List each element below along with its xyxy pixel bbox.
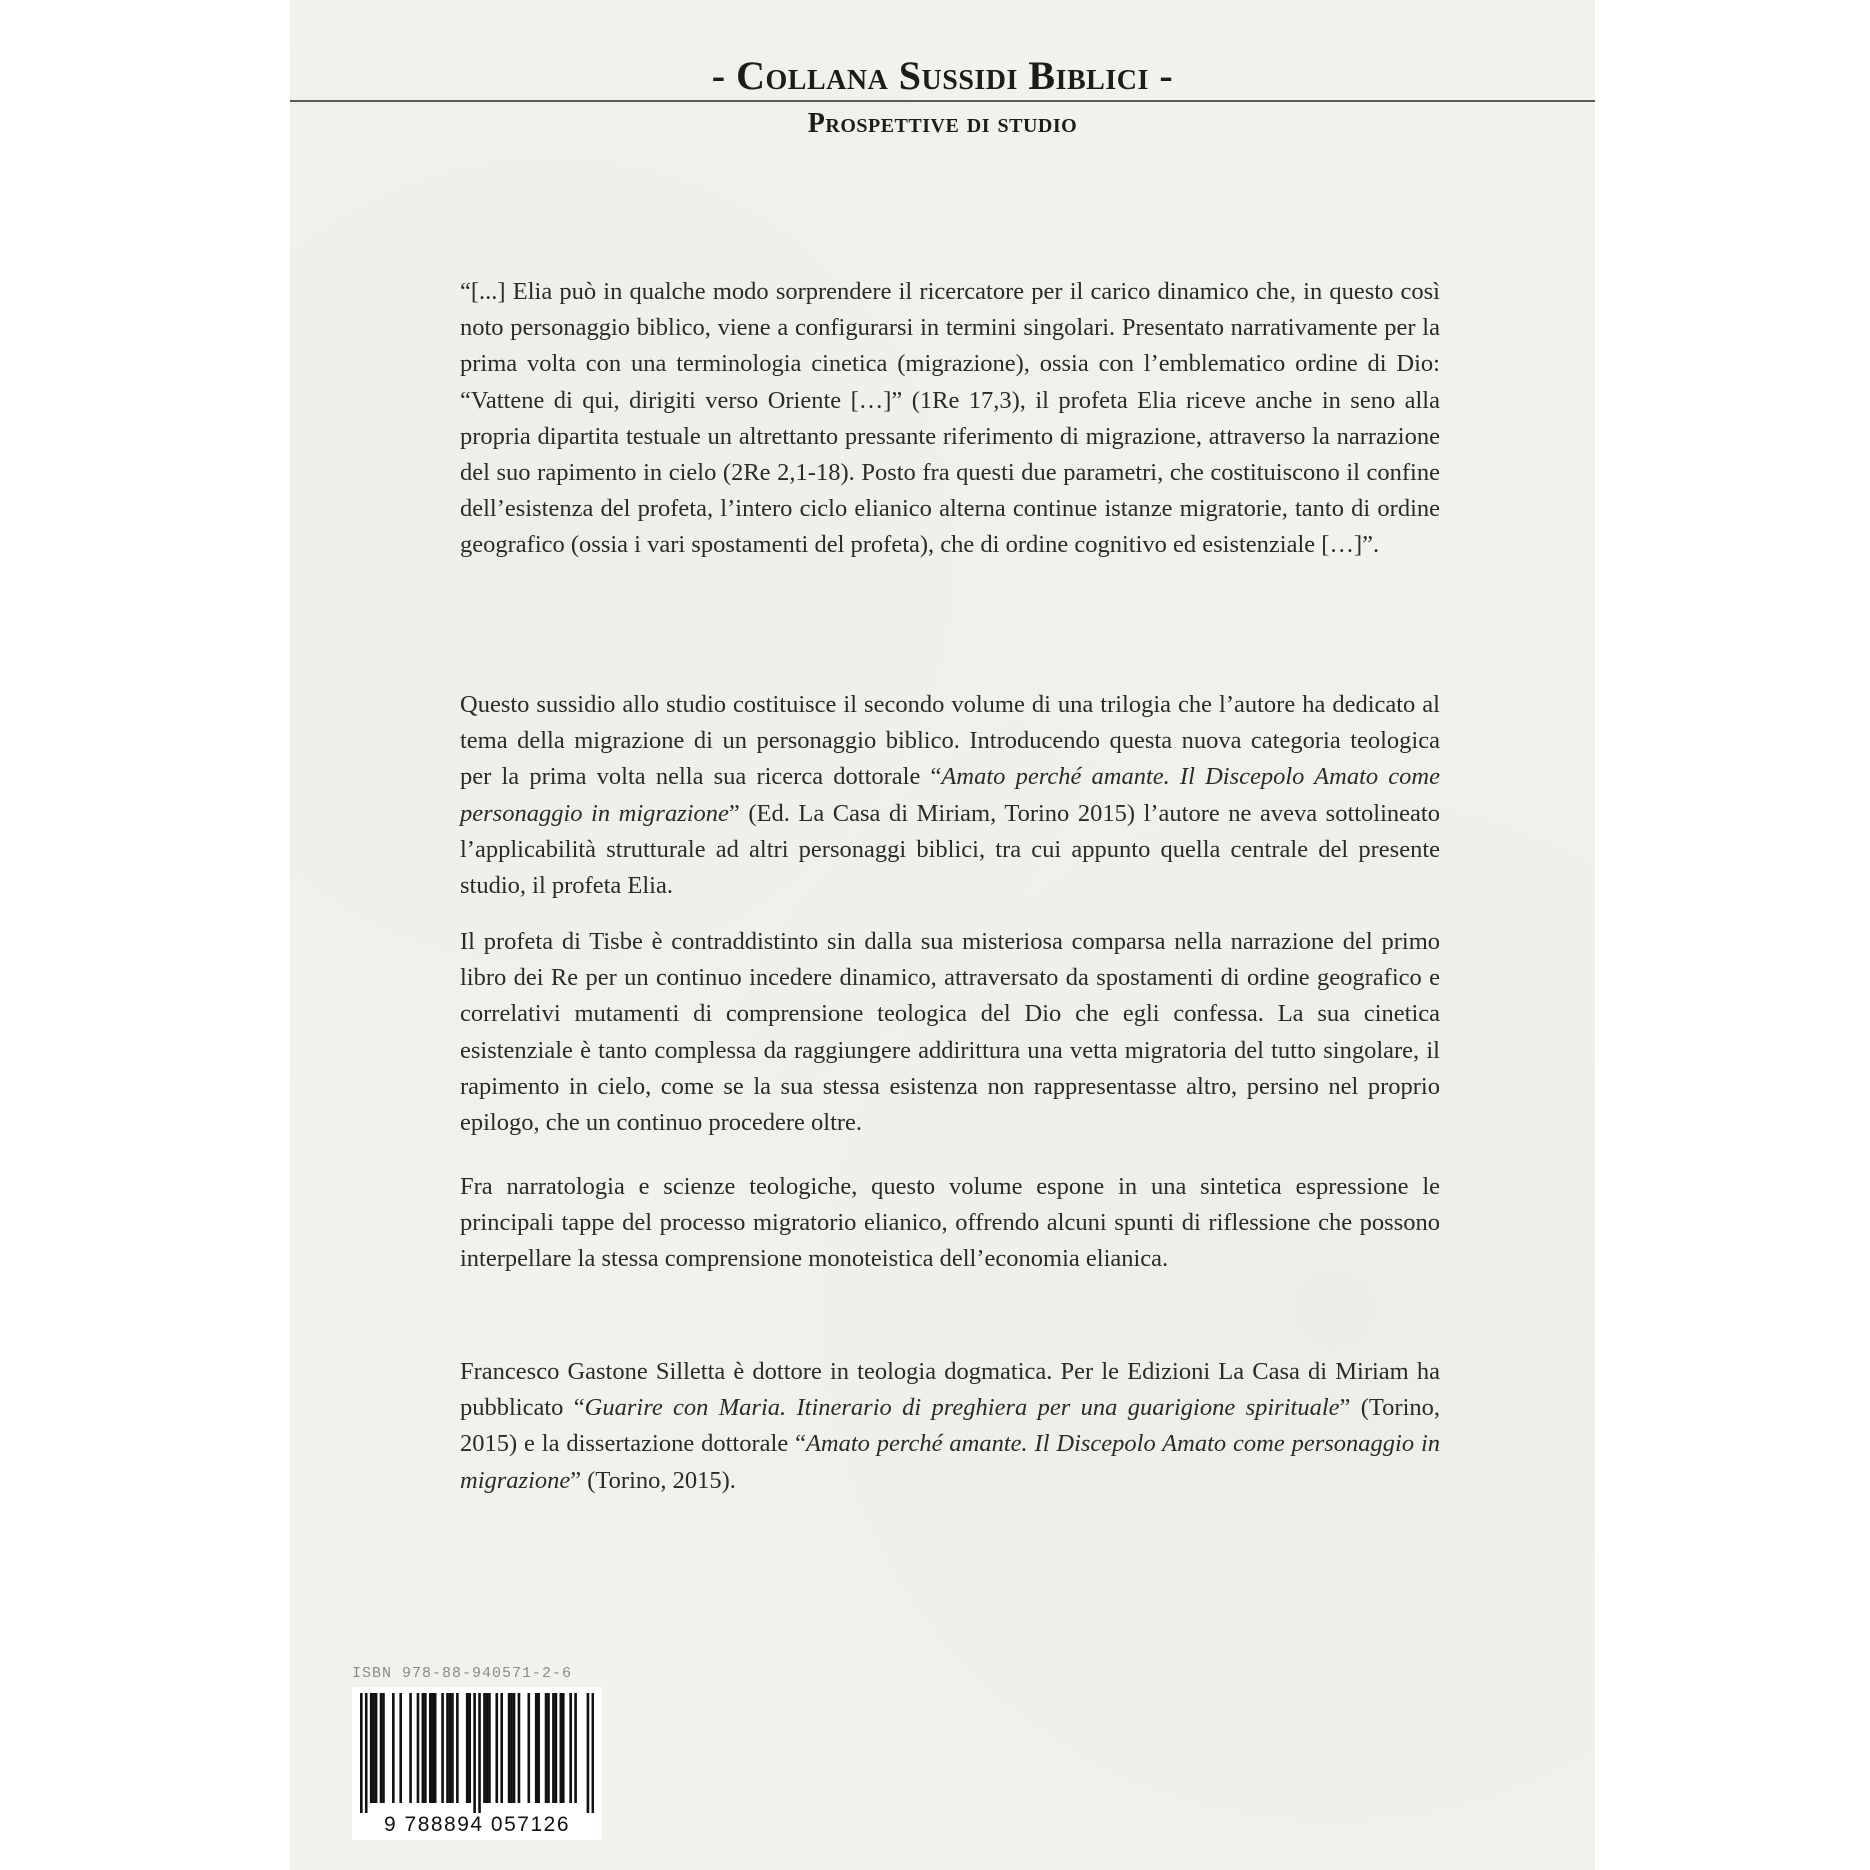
- barcode-bar: [587, 1693, 590, 1813]
- italic-title-text: Amato perché amante. Il Discepolo Amato come personaggio in migrazione: [460, 763, 1441, 827]
- barcode-bar: [372, 1693, 375, 1803]
- barcode-bar: [562, 1693, 565, 1803]
- series-title: - Collana Sussidi Biblici -: [711, 53, 1174, 98]
- barcode-bar: [409, 1693, 412, 1803]
- text-run: ” (Ed. La Casa di Miriam, Torino 2015) l’autore ne aveva sottolineato l’applicabilità strutturale ad altri personaggi biblici, tra cui appunto quella centrale del presente studio, il profeta Elia.: [460, 799, 1440, 900]
- barcode-bar: [495, 1693, 498, 1803]
- barcode-bar: [441, 1693, 444, 1803]
- quote-paragraph: [460, 274, 1440, 564]
- italic-title-text: Guarire con Maria. Itinerario di preghiera per una guarigione spirituale: [584, 1394, 1340, 1422]
- barcode-bar: [451, 1693, 454, 1803]
- text-run: Il profeta di Tisbe è contraddistinto sin dalla sua misteriosa comparsa nella narrazione del primo libro dei Re per un continuo incedere dinamico, attraversato da spostamenti di ordine geografico e correlativi mutamenti di comprensione teologica del Dio che egli confessa. La sua cinetica esistenziale è tanto complessa da raggiungere addirittura una vetta migratoria del tutto singolare, il rapimento in cielo, come se la sua stessa esistenza non rappresentasse altro, persino nel proprio epilogo, che un continuo procedere oltre.: [460, 928, 1440, 1137]
- barcode-bar: [468, 1693, 471, 1803]
- barcode-bar: [431, 1693, 434, 1803]
- text-run: Fra narratologia e scienze teologiche, questo volume espone in una sintetica espressione le principali tappe del processo migratorio elianico, offrendo alcuni spunti di riflessione che possono interpellare la stessa comprensione monoteistica dell’economia elianica.: [460, 1173, 1440, 1273]
- series-subtitle: Prospettive di studio: [807, 108, 1078, 139]
- barcode-bar: [380, 1693, 383, 1803]
- barcode-bar: [527, 1693, 530, 1803]
- barcode-bar: [382, 1693, 385, 1803]
- barcode-bar: [446, 1693, 449, 1803]
- barcode-bar: [473, 1693, 476, 1813]
- barcode-bar: [560, 1693, 563, 1803]
- barcode-bar: [574, 1693, 577, 1803]
- barcode-bar: [552, 1693, 555, 1803]
- barcode-bar: [510, 1693, 513, 1803]
- barcode-bar: [535, 1693, 538, 1803]
- barcode-bar: [392, 1693, 395, 1803]
- barcode-bar: [500, 1693, 503, 1803]
- author-bio-paragraph: [460, 1354, 1440, 1499]
- barcode-bar: [456, 1693, 459, 1803]
- description-paragraph-2: [460, 924, 1440, 1141]
- barcode-bar: [569, 1693, 572, 1803]
- barcode-bar: [486, 1693, 489, 1803]
- text-run: Questo sussidio allo studio costituisce il secondo volume di una trilogia che l’autore ha dedicato al tema della migrazione di un personaggio biblico. Introducendo questa nuova categoria teologica per la prima volta nella sua ricerca dottorale “: [460, 691, 1440, 791]
- text-run: ” (Torino, 2015) e la dissertazione dottorale “: [460, 1394, 1440, 1458]
- barcode-bar: [537, 1693, 540, 1803]
- barcode-bar: [545, 1693, 548, 1803]
- text-run: ” (Torino, 2015).: [570, 1466, 736, 1494]
- barcode-digits: 9 788894 057126: [384, 1813, 570, 1836]
- text-run: “[...] Elia può in qualche modo sorprendere il ricercatore per il carico dinamico che, in questo così noto personaggio biblico, viene a configurarsi in termini singolari. Presentato narrativamente per la prima volta con una terminologia cinetica (migrazione), ossia con l’emblematico ordine di Dio: “Vattene di qui, dirigiti verso Oriente […]” (1Re 17,3), il profeta Elia riceve anche in seno alla propria dipartita testuale un altrettanto pressante riferimento di migrazione, attraverso la narrazione del suo rapimento in cielo (2Re 2,1-18). Posto fra questi due parametri, che costituiscono il confine dell’esistenza del profeta, l’intero ciclo elianico alterna continue istanze migratorie, tanto di ordine geografico (ossia i vari spostamenti del profeta), che di ordine cognitivo ed esistenziale […]”.: [460, 278, 1440, 559]
- barcode-bar: [370, 1693, 373, 1803]
- barcode-bar: [483, 1693, 486, 1803]
- italic-title-text: Amato perché amante. Il Discepolo Amato come personaggio in migrazione: [460, 1430, 1441, 1494]
- header-divider: [290, 100, 1595, 102]
- barcode-bar: [449, 1693, 452, 1803]
- barcode-bar: [424, 1693, 427, 1803]
- back-cover: [290, 0, 1595, 1870]
- barcode-bar: [466, 1693, 469, 1803]
- isbn-text: ISBN 978-88-940571-2-6: [352, 1665, 573, 1682]
- description-paragraph-1: [460, 687, 1440, 904]
- barcode-bar: [513, 1693, 516, 1803]
- barcode-bar: [375, 1693, 378, 1803]
- barcode-bar: [508, 1693, 511, 1803]
- barcode-bar: [488, 1693, 491, 1803]
- barcode-bar: [478, 1693, 481, 1813]
- barcode-bar: [429, 1693, 432, 1803]
- description-paragraph-3: [460, 1169, 1440, 1278]
- barcode-bar: [555, 1693, 558, 1803]
- barcode-bar: [518, 1693, 521, 1803]
- barcode-bar: [434, 1693, 437, 1803]
- text-run: Francesco Gastone Silletta è dottore in teologia dogmatica. Per le Edizioni La Casa di Miriam ha pubblicato “: [460, 1358, 1440, 1422]
- barcode-bar: [365, 1693, 368, 1813]
- barcode-bar: [422, 1693, 425, 1803]
- barcode-bar: [592, 1693, 594, 1813]
- barcode-bar: [399, 1693, 402, 1803]
- barcode-bars: [360, 1693, 594, 1813]
- barcode-bar: [417, 1693, 420, 1803]
- barcode-bar: [360, 1693, 363, 1813]
- barcode-bar: [547, 1693, 550, 1803]
- isbn-barcode: [352, 1665, 602, 1840]
